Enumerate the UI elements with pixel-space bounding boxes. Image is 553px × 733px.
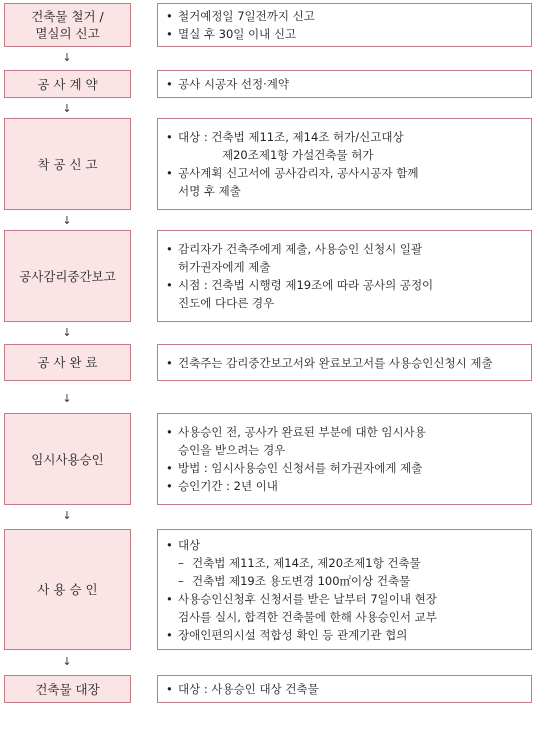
- detail-text: 대상 : 건축법 제11조, 제14조 허가/신고대상: [178, 130, 404, 144]
- detail-text: 공사 시공자 선정·계약: [178, 77, 289, 91]
- detail-text: 제20조제1항 가설건축물 허가: [222, 148, 374, 162]
- bullet-icon: •: [166, 355, 173, 370]
- bullet-icon: •: [166, 278, 173, 292]
- bullet-icon: •: [166, 166, 173, 180]
- stage-label: 사 용 승 인: [37, 582, 98, 597]
- bullet-icon: •: [166, 77, 173, 91]
- stage-label: 멸실의 신고: [35, 26, 100, 41]
- detail-text: 사용승인신청후 신청서를 받은 날부터 7일이내 현장: [178, 591, 437, 606]
- detail-building-register: [157, 675, 532, 703]
- detail-text: 건축법 제19조 용도변경 100㎡이상 건축물: [192, 573, 411, 588]
- bullet-icon: •: [166, 27, 173, 41]
- detail-interim-report: [157, 230, 532, 322]
- bullet-icon: •: [166, 130, 173, 144]
- stage-completion: [4, 344, 131, 381]
- stage-label: 공 사 계 약: [37, 76, 98, 92]
- stage-contract: [4, 70, 131, 98]
- down-arrow-icon: ↓: [62, 326, 72, 339]
- stage-interim-report: [4, 230, 131, 322]
- bullet-icon: •: [166, 242, 173, 256]
- detail-text: 방법 : 임시사용승인 신청서를 허가권자에게 제출: [178, 461, 423, 475]
- detail-start-report: [157, 118, 532, 210]
- detail-text: 감리자가 건축주에게 제출, 사용승인 신청시 일괄: [178, 242, 423, 256]
- stage-label: 착 공 신 고: [37, 156, 98, 172]
- stage-demolition: [4, 3, 131, 47]
- detail-text: 시점 : 건축법 시행령 제19조에 따라 공사의 공정이: [178, 278, 434, 292]
- dash-icon: –: [178, 555, 184, 570]
- stage-label: 건축물 철거 /: [31, 9, 104, 24]
- detail-text: 진도에 다다른 경우: [178, 296, 275, 310]
- down-arrow-icon: ↓: [62, 392, 72, 405]
- dash-icon: –: [178, 573, 184, 588]
- bullet-icon: •: [166, 537, 173, 552]
- detail-text: 사용승인 전, 공사가 완료된 부분에 대한 임시사용: [178, 425, 426, 439]
- stage-label: 건축물 대장: [35, 681, 100, 697]
- bullet-icon: •: [166, 682, 173, 696]
- down-arrow-icon: ↓: [62, 509, 72, 522]
- stage-label: 공사감리중간보고: [19, 268, 116, 284]
- stage-temp-approval: [4, 413, 131, 505]
- detail-text: 대상: [178, 537, 201, 552]
- detail-text: 승인기간 : 2년 이내: [178, 479, 278, 493]
- bullet-icon: •: [166, 9, 173, 23]
- detail-text: 건축법 제11조, 제14조, 제20조제1항 건축물: [192, 555, 421, 570]
- detail-completion: [157, 344, 532, 381]
- stage-label: 공 사 완 료: [37, 355, 98, 370]
- detail-text: 서명 후 제출: [178, 184, 241, 198]
- detail-text: 철거예정일 7일전까지 신고: [178, 9, 315, 23]
- down-arrow-icon: ↓: [62, 655, 72, 668]
- bullet-icon: •: [166, 591, 173, 606]
- down-arrow-icon: ↓: [62, 102, 72, 115]
- detail-contract: [157, 70, 532, 98]
- bullet-icon: •: [166, 627, 173, 642]
- detail-demolition: [157, 3, 532, 47]
- detail-temp-approval: [157, 413, 532, 505]
- down-arrow-icon: ↓: [62, 214, 72, 227]
- detail-text: 건축주는 감리중간보고서와 완료보고서를 사용승인신청시 제출: [178, 355, 493, 370]
- down-arrow-icon: ↓: [62, 51, 72, 64]
- stage-use-approval: [4, 529, 131, 650]
- detail-text: 대상 : 사용승인 대상 건축물: [178, 682, 319, 696]
- stage-label: 임시사용승인: [31, 451, 104, 467]
- stage-building-register: [4, 675, 131, 703]
- detail-text: 검사를 실시, 합격한 건축물에 한해 사용승인서 교부: [178, 609, 437, 624]
- detail-text: 승인을 받으려는 경우: [178, 443, 286, 457]
- bullet-icon: •: [166, 425, 173, 439]
- detail-text: 허가권자에게 제출: [178, 260, 271, 274]
- detail-use-approval: [157, 529, 532, 650]
- bullet-icon: •: [166, 479, 173, 493]
- detail-text: 멸실 후 30일 이내 신고: [178, 27, 297, 41]
- bullet-icon: •: [166, 461, 173, 475]
- detail-text: 장애인편의시설 적합성 확인 등 관계기관 협의: [178, 627, 408, 642]
- stage-start-report: [4, 118, 131, 210]
- detail-text: 공사계획 신고서에 공사감리자, 공사시공자 함께: [178, 166, 419, 180]
